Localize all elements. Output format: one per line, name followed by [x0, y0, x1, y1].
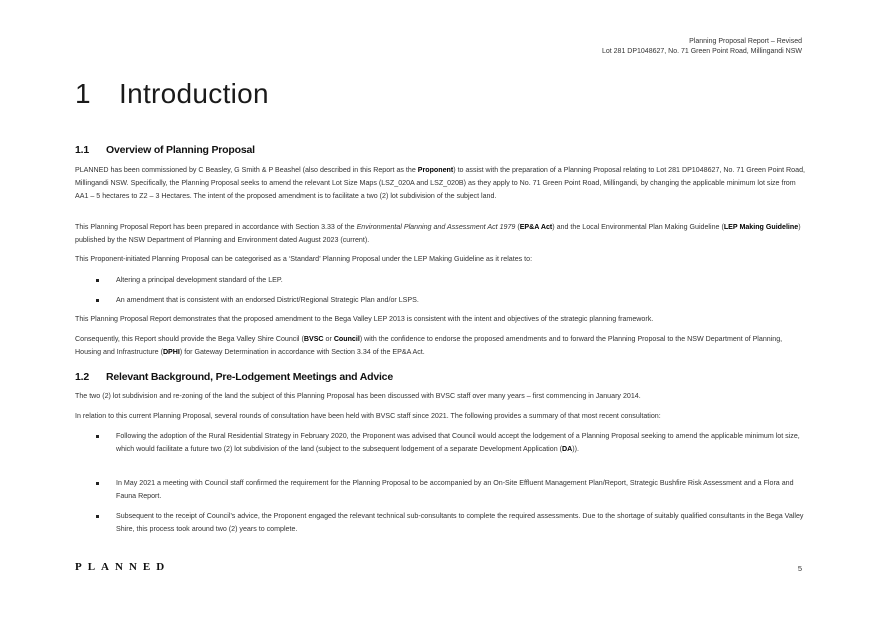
paragraph — [75, 221, 805, 247]
defined-term: BVSC — [303, 335, 324, 343]
bullet-text — [116, 430, 806, 456]
text: or — [323, 335, 334, 343]
bullet-icon — [96, 299, 99, 302]
text: )). — [572, 445, 579, 454]
bullet-item — [75, 274, 805, 287]
bullet-text: An amendment that is consistent with an endorsed District/Regional Strategic Plan and/or LSPS. — [116, 296, 419, 304]
bullet-item — [75, 294, 805, 307]
section-title: Relevant Background, Pre-Lodgement Meetings and Advice — [106, 371, 393, 383]
bullet-text: Altering a principal development standard of the LEP. — [116, 276, 283, 284]
bullet-text: In May 2021 a meeting with Council staff confirmed the requirement for the Planning Proposal to be accompanied by an On-Site Effluent Management Plan/Report, Strategic Bushfire Risk Assessment and a Flora and Fauna Report. — [116, 479, 794, 501]
paragraph: This Proponent-initiated Planning Proposal can be categorised as a ‘Standard’ Planning Proposal under the LEP Making Guideline as it relates to: — [75, 255, 533, 263]
defined-term: Council — [333, 335, 360, 343]
text: This Planning Proposal Report has been prepared in accordance with Section 3.33 of the — [75, 223, 357, 231]
text: ) with the confidence to endorse the proposed amendments and to forward the Planning Proposal to the NSW Department of Planning, Housing and Infrastructure ( — [75, 335, 783, 357]
text: ( — [515, 223, 520, 231]
text: ) published by the NSW Department of Planning and Environment dated August 2023 (current). — [75, 223, 801, 245]
bullet-text: Subsequent to the receipt of Council’s advice, the Proponent engaged the relevant technical sub-consultants to complete the required assessments. Due to the shortage of suitably qualified consultants in the Bega Valley Shire, this process took around two (2) years to complete. — [116, 512, 804, 534]
defined-term: DPHI — [162, 348, 180, 357]
section-heading-1-2 — [75, 370, 393, 384]
paragraph: This Planning Proposal Report demonstrates that the proposed amendment to the Bega Valley LEP 2013 is consistent with the intent and objectives of the strategic planning framework. — [75, 315, 654, 323]
chapter-title: Introduction — [119, 78, 269, 109]
paragraph: The two (2) lot subdivision and re-zoning of the land the subject of this Planning Proposal has been discussed with BVSC staff over many years – first commencing in January 2014. — [75, 392, 641, 400]
chapter-number: 1 — [75, 78, 91, 109]
page-number: 5 — [797, 564, 802, 573]
defined-term: LEP Making Guideline — [723, 223, 799, 231]
text: ) for Gateway Determination in accordance with Section 3.34 of the EP&A Act. — [179, 348, 425, 357]
header-property: Lot 281 DP1048627, No. 71 Green Point Road, Millingandi NSW — [601, 48, 802, 55]
defined-term: EP&A Act — [519, 223, 553, 231]
bullet-icon — [96, 482, 99, 485]
bullet-item — [75, 510, 805, 536]
section-title: Overview of Planning Proposal — [106, 144, 255, 156]
bullet-item — [75, 477, 805, 503]
text: ) and the Local Environmental Plan Making Guideline ( — [552, 223, 724, 231]
bullet-icon — [96, 435, 99, 438]
paragraph: In relation to this current Planning Proposal, several rounds of consultation have been held with BVSC staff since 2021. The following provides a summary of that most recent consultation: — [75, 412, 661, 420]
text: Following the adoption of the Rural Residential Strategy in February 2020, the Proponent was advised that Council would accept the lodgement of a Planning Proposal seeking to amend the applicable minimum lot size, which would facilitate a future two (2) lot subdivision of the land (subject to the subsequent lodgement of a separate Development Application ( — [116, 432, 800, 454]
section-number: 1.1 — [75, 144, 89, 156]
header-report-title: Planning Proposal Report – Revised — [689, 38, 802, 45]
text: Consequently, this Report should provide the Bega Valley Shire Council ( — [75, 335, 304, 343]
defined-term: DA — [562, 445, 573, 454]
act-title: Environmental Planning and Assessment Act 1979 — [356, 223, 516, 231]
planned-logo: PLANNED — [75, 561, 171, 573]
section-number: 1.2 — [75, 371, 89, 383]
running-header — [602, 37, 802, 57]
section-heading-1-1 — [75, 143, 255, 157]
text: ) to assist with the preparation of a Planning Proposal relating to Lot 281 DP1048627, No. 71 Green Point Road, Millingandi NSW. Specifically, the Planning Proposal seeks to amend the relevant Lot Size Maps (LSZ_020A and LSZ_020B) as they apply to No. 71 Green Point Road, Millingandi, by changing the applicable minimum lot size from AA1 – 5 hectares to Z2 – 3 Hectares. The intent of the proposed amendment is to facilitate a two (2) lot subdivision of the subject land. — [75, 166, 805, 201]
paragraph — [75, 333, 805, 359]
bullet-item — [75, 430, 805, 456]
defined-term: Proponent — [417, 166, 454, 174]
paragraph — [75, 164, 805, 204]
text: PLANNED has been commissioned by C Beasley, G Smith & P Beashel (also described in this Report as the — [75, 166, 418, 174]
chapter-heading — [75, 76, 269, 112]
bullet-icon — [96, 515, 99, 518]
bullet-icon — [96, 279, 99, 282]
